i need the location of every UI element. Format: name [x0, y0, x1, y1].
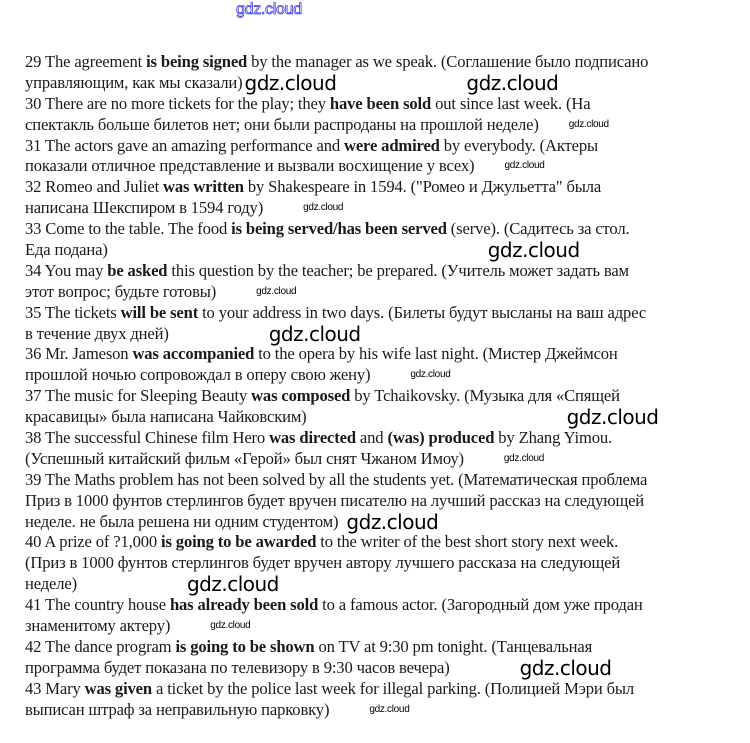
text-line — [25, 679, 740, 700]
watermark-small: gdz.cloud — [256, 285, 297, 297]
sentence-text: to the writer of the best short story next week. — [316, 532, 619, 552]
sentence-text: 34 You may — [25, 260, 108, 280]
text-line — [25, 386, 740, 407]
sentence-text: неделе) — [25, 574, 77, 594]
watermark-small: gdz.cloud — [303, 202, 344, 214]
text-line — [25, 509, 740, 534]
sentence-text: неделе. не была решена ни одним студентом) — [25, 511, 339, 531]
passive-verb-answer: was written — [163, 177, 244, 197]
sentence-text: показали отличное представление и вызвали восхищение у всех) — [25, 156, 475, 176]
sentence-text: 31 The actors gave an amazing performance and — [25, 135, 344, 155]
sentence-text: спектакль больше билетов нет; они были распроданы на прошлой неделе) — [25, 114, 539, 134]
text-line — [25, 553, 740, 574]
sentence-text: a ticket by the police last week for illegal parking. (Полицией Мэри был — [151, 678, 634, 698]
text-line — [25, 470, 740, 491]
text-line — [25, 198, 740, 219]
sentence-text: 35 The tickets — [25, 302, 121, 322]
sentence-text: by everybody. (Актеры — [439, 135, 599, 155]
sentence-text: 33 Come to the table. The food — [25, 219, 232, 239]
sentence-text: 41 The country house — [25, 595, 170, 615]
watermark: gdz.cloud — [268, 321, 361, 346]
text-line — [25, 52, 740, 73]
sentence-text: выписан штраф за неправильную парковку) — [25, 699, 330, 719]
sentence-text: знаменитому актеру) — [25, 616, 171, 636]
exercise-answers — [25, 52, 740, 721]
passive-verb-answer: be asked — [107, 260, 168, 280]
watermark: gdz.cloud — [566, 405, 659, 430]
sentence-text: 30 There are no more tickets for the play; they — [25, 93, 330, 113]
passive-verb-answer: will be sent — [120, 302, 199, 322]
text-line — [25, 282, 740, 303]
header-watermark: gdz.cloud — [236, 1, 302, 18]
text-line — [25, 70, 740, 95]
sentence-text: by the manager as we speak. (Соглашение было подписано — [247, 52, 649, 71]
sentence-text: to a famous actor. (Загородный дом уже продан — [318, 595, 643, 615]
sentence-text: this question by the teacher; be prepared. (Учитель может задать вам — [167, 260, 629, 280]
sentence-text: (Успешный китайский фильм «Герой» был снят Чжаном Имоу) — [25, 448, 464, 468]
passive-verb-answer: (was) produced — [387, 428, 495, 448]
sentence-text: 39 The Maths problem has not been solved by all the students yet. (Математическая проблема — [25, 469, 648, 489]
sentence-text: (Приз в 1000 фунтов стерлингов будет вручен автору лучшего рассказа на следующей — [25, 553, 621, 573]
watermark-small: gdz.cloud — [369, 703, 410, 715]
text-line — [25, 532, 740, 553]
sentence-text: этот вопрос; будьте готовы) — [25, 281, 217, 301]
passive-verb-answer: have been sold — [329, 93, 432, 113]
sentence-text: 29 The agreement — [25, 52, 147, 71]
text-line — [25, 219, 740, 240]
sentence-text: by Shakespeare in 1594. ("Ромео и Джульетта" была — [243, 177, 602, 197]
text-line — [25, 177, 740, 198]
sentence-text: by Tchaikovsky. (Музыка для «Спящей — [350, 386, 620, 406]
text-line — [25, 407, 740, 428]
watermark-small: gdz.cloud — [503, 452, 544, 464]
text-line — [25, 156, 740, 177]
text-line — [25, 655, 740, 680]
sentence-text: программа будет показана по телевизору в 9:30 часов вечера) — [25, 657, 450, 677]
sentence-text: 40 A prize of ?1,000 — [25, 532, 162, 552]
sentence-text: out since last week. (На — [431, 93, 591, 113]
sentence-text: в течение двух дней) — [25, 323, 169, 343]
text-line — [25, 365, 740, 386]
sentence-text: to your address in two days. (Билеты будут высланы на ваш адрес — [198, 302, 647, 322]
watermark-small: gdz.cloud — [504, 160, 545, 172]
passive-verb-answer: was accompanied — [132, 344, 255, 364]
passive-verb-answer: were admired — [344, 135, 440, 155]
text-line — [25, 449, 740, 470]
sentence-text: 36 Mr. Jameson — [25, 344, 133, 364]
sentence-text: 43 Mary — [25, 678, 85, 698]
watermark: gdz.cloud — [244, 70, 337, 95]
watermark-small: gdz.cloud — [210, 620, 251, 632]
sentence-text: 38 The successful Chinese film Hero — [25, 428, 270, 448]
watermark: gdz.cloud — [466, 70, 559, 95]
text-line — [25, 574, 740, 595]
sentence-text: Приз в 1000 фунтов стерлингов будет вручен писателю на лучший рассказ на следующей — [25, 490, 645, 510]
passive-verb-answer: was composed — [251, 386, 351, 406]
watermark: gdz.cloud — [186, 572, 279, 597]
sentence-text: to the opera by his wife last night. (Мистер Джеймсон — [254, 344, 618, 364]
watermark-small: gdz.cloud — [410, 369, 451, 381]
text-line — [25, 616, 740, 637]
passive-verb-answer: was directed — [269, 428, 356, 448]
sentence-text: управляющим, как мы сказали) — [25, 72, 243, 92]
passive-verb-answer: was given — [84, 678, 152, 698]
text-line — [25, 321, 740, 346]
sentence-text: and — [355, 428, 388, 448]
text-line — [25, 428, 740, 449]
sentence-text: (serve). (Садитесь за стол. — [446, 219, 630, 239]
text-line — [25, 303, 740, 324]
text-line — [25, 700, 740, 721]
passive-verb-answer: is going to be awarded — [161, 532, 317, 552]
text-line — [25, 261, 740, 282]
passive-verb-answer: has already been sold — [169, 595, 319, 615]
sentence-text: 37 The music for Sleeping Beauty — [25, 386, 252, 406]
text-line — [25, 595, 740, 616]
text-line — [25, 637, 740, 658]
text-line — [25, 344, 740, 365]
sentence-text: красавицы» была написана Чайковским) — [25, 407, 307, 427]
passive-verb-answer: is being served/has been served — [231, 219, 447, 239]
watermark: gdz.cloud — [519, 655, 612, 680]
sentence-text: Еда подана) — [25, 240, 108, 260]
text-line — [25, 115, 740, 136]
sentence-text: by Zhang Yimou. — [494, 428, 613, 448]
sentence-text: прошлой ночью сопровождал в оперу свою жену) — [25, 365, 371, 385]
sentence-text: 42 The dance program — [25, 636, 176, 656]
text-line — [25, 94, 740, 115]
passive-verb-answer: is going to be shown — [175, 636, 315, 656]
watermark: gdz.cloud — [346, 509, 439, 534]
text-line — [25, 491, 740, 512]
text-line — [25, 240, 740, 261]
passive-verb-answer: is being signed — [146, 52, 248, 71]
sentence-text: написана Шекспиром в 1594 году) — [25, 198, 264, 218]
sentence-text: 32 Romeo and Juliet — [25, 177, 164, 197]
watermark-small: gdz.cloud — [568, 118, 609, 130]
sentence-text: on TV at 9:30 pm tonight. (Танцевальная — [314, 636, 593, 656]
watermark: gdz.cloud — [487, 238, 580, 263]
text-line — [25, 136, 740, 157]
